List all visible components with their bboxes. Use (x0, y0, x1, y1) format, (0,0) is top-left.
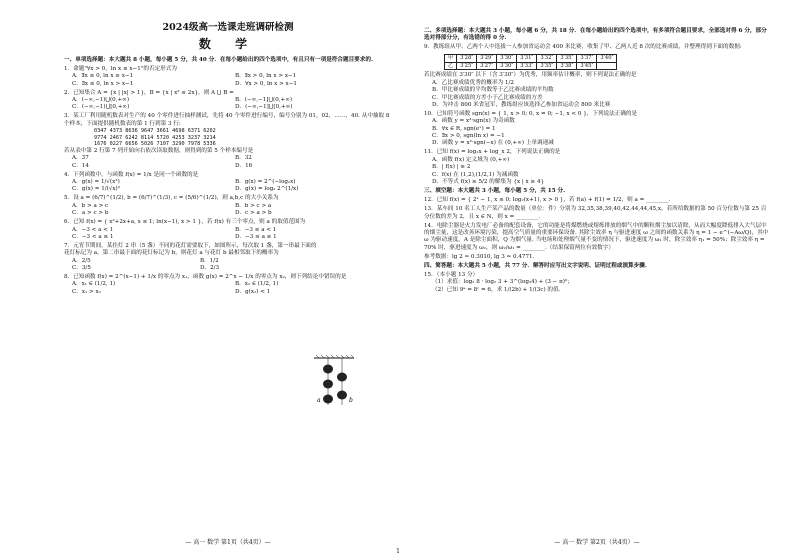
question-3-continued: 若从表中第 2 行第 7 列开始向右依次读取数据，则得到的第 5 个样本编号是 (64, 147, 254, 154)
option-a: A．x₁ ∈ (1/2, 1) (72, 281, 116, 288)
table-cell: 3′32″ (537, 54, 557, 62)
option-b: B．∀x ∈ R, sgn(eˣ) = 1 (432, 125, 496, 132)
table-cell: 3′25″ (457, 62, 477, 70)
option-d: D．∀x > 0, ln x > x−1 (235, 80, 297, 87)
page-footer-right: — 高一 数学 第2页（共4页）— (554, 539, 640, 546)
section-answer: 四、简答题：本大题共 5 小题，共 77 分．解答时应写出文字说明、证明过程或演算步骤. (424, 263, 647, 270)
lantern-figure (314, 355, 354, 415)
right-page (424, 0, 770, 560)
option-d: D．g(x₁) < 1 (235, 288, 271, 295)
option-a: A．37 (72, 155, 89, 162)
option-d: D．(−∞,−1]⋃[0,+∞) (235, 104, 293, 111)
table-cell: 3′40″ (597, 54, 617, 62)
question-9-options (424, 80, 770, 110)
table-cell: 甲 (445, 54, 457, 62)
option-a: A．2/5 (72, 257, 91, 264)
question-4-options (64, 179, 392, 194)
question-12: 12．已知 f(x) = { 2ˣ − 1, x ≤ 0; log₂(x+1), x > 0 }，若 f(a) + f(1) = 1/2，则 a = ________. (424, 197, 671, 204)
table-cell: 3′35″ (537, 62, 557, 70)
random-row: 0347 4373 8636 9647 3661 4698 6371 6202 (94, 128, 216, 135)
question-8-options (64, 281, 392, 296)
option-b: B．g(x) = 2^(−log₂x) (235, 179, 296, 186)
exam-title: 2024级高一选课走班调研检测 (162, 22, 294, 33)
option-c: C．f(x) 在 (1,2),(1/2,1) 为减函数 (432, 171, 519, 178)
option-c: C．−3 < a ≤ 1 (72, 233, 114, 240)
question-10-options (424, 118, 770, 148)
option-b: B．1/2 (200, 257, 219, 264)
option-a: A．b > a > c (72, 202, 109, 209)
question-8: 8．已知函数 f(x) = 2^(x−1) + 1/x 的零点为 x₁，函数 g(x) = 2^x − 1/x 的零点为 x₂，则下列结论中错误的是 (64, 273, 347, 280)
question-14: 14．电除尘器是火力发电厂必备的配套设备，它的功能是将煤燃烧或熔炼排放的烟气中的颗粒烟尘加以清除，从而大幅度降低排入大气层中的烟尘量，这是改善环境污染，提高空气质量的重要环保设备. 其除尘效率 η 与驱进速度 ω 之间的函数关系为 η = 1 − e^(−Aω/Q)，其中 ω 为驱动速度，A 是除尘面积，Q 为烟气量. 当电场和处理烟气量不变的情况下，驱进速度为 ω₁ 时，除尘效率 η₁ = 50%；除尘效率 η = 70% 时，驱进速度为 ω₂，则 ω₂/ω₁ = ________.（结果保留两位有效数字） (424, 222, 769, 251)
table-cell: 3′37″ (577, 54, 597, 62)
question-13: 13．某车间 10 名工人生产某产品的数量（单位：件）分别为 32,35,38,39,40,42,44,44,45,x，若所给数据的第 50 百分位数与第 25 百分位数的差为 2，且 x ∈ N，则 x = ________. (424, 206, 767, 220)
option-b: B．∃x > 0, ln x > x−1 (235, 73, 297, 80)
score-row-jia (445, 54, 617, 62)
question-11: 11．已知 f(x) = log₂x + log_x 2，下列说法正确的是 (424, 149, 561, 156)
option-b: B．(−∞,−1]⋃(0,+∞) (235, 97, 293, 104)
question-6-options (64, 227, 392, 242)
option-c: C．14 (72, 162, 89, 169)
question-2: 2．已知集合 A = {x | |x| > 1}，B = {x | x² ≤ 2x}，则 A ⋃ B = (64, 89, 234, 96)
option-d: D．不等式 f(x) ≥ 5/2 的解集为 {x | x ≥ 4} (432, 179, 545, 185)
option-b: B．x₂ ∈ (1/2, 1) (235, 281, 279, 288)
option-d: D．−3 ≤ a ≤ 1 (235, 233, 277, 240)
option-b: B．甲比赛成绩的平均数等于乙比赛成绩的平均数 (432, 87, 554, 94)
option-b: B．32 (235, 155, 252, 162)
question-2-options (64, 97, 392, 112)
option-b: B．| f(x) | ≥ 2 (432, 164, 471, 171)
option-a: A．−3 < a < 1 (72, 226, 114, 233)
option-a: A．g(x) = 1/√(x²) (72, 179, 120, 186)
table-cell: 3′30″ (497, 54, 517, 62)
option-c: C．x₁ > x₂ (72, 288, 101, 295)
option-c: C．g(x) = 1/(√x)² (72, 186, 120, 193)
option-c: C．3/5 (72, 265, 91, 272)
option-d: D．c > a > b (235, 210, 272, 217)
score-table (444, 54, 617, 71)
question-15-part-2: （2）已知 9ᵃ = 8ᶜ = 6，求 1/(2b) + 1/(3c) 的值. (432, 286, 561, 293)
option-b: B．b > c > a (235, 202, 272, 209)
option-d: D．2/3 (200, 265, 220, 272)
question-15: 15．（本小题 13 分） (424, 271, 479, 278)
option-a: A．函数 y = x³·sgn(x) 为奇函数 (432, 118, 515, 125)
option-c: C．(−∞,−1)⋃[0,+∞) (72, 104, 130, 111)
left-page (64, 0, 392, 560)
table-cell: 3′29″ (477, 54, 497, 62)
section-fill-in: 三、填空题：本大题共 3 小题，每小题 5 分，共 15 分. (424, 188, 566, 195)
table-cell: 乙 (445, 62, 457, 70)
question-7: 7．元宵节期间，某挂灯 2 串（5 盏）不同的花灯需要取下，如图所示，每次取 1 盏，第一串最下面的花灯标记为 a，第二串最下面的花灯标记为 b，则花灯 a 与花灯 b 最相邻取下的概率为 (64, 242, 317, 257)
option-d: D．为冲击 800 米省冠军，教练组应该选择乙参加省运动会 800 米比赛 (432, 101, 611, 108)
option-c: C．a > c > b (72, 210, 109, 217)
question-10: 10．已知符号函数 sgn(x) = { 1, x > 0; 0, x = 0; −1, x < 0 }，下列说法正确的是 (424, 110, 638, 117)
option-b: B．−3 ≤ a < 1 (235, 226, 277, 233)
page-footer-left: — 高一 数学 第1页（共4页）— (185, 539, 271, 546)
question-11-options (424, 157, 770, 187)
option-c: C．∃x > 0, sgn(ln x) = −1 (432, 133, 505, 140)
option-c: C．∃x ≤ 0, ln x > x−1 (72, 80, 134, 87)
option-a: A．(−∞,−1)⋃(0,+∞) (72, 97, 130, 104)
question-9: 9．教练组从甲、乙两个人中选拔一人参加省运动会 400 米比赛，收集了甲、乙两人近 8 次的比赛成绩，并整理得到下面的数据: (424, 44, 742, 51)
question-3-options (64, 155, 392, 170)
table-cell: 3′45″ (577, 62, 597, 70)
lantern-label-a: a (317, 397, 321, 404)
table-cell (597, 62, 617, 70)
question-1: 1．命题"∀x > 0，ln x ≤ x−1"的否定形式为 (64, 65, 177, 72)
question-7-options (64, 258, 392, 273)
option-a: A．函数 f(x) 定义域为 (0,+∞) (432, 156, 510, 163)
question-5: 5．设 a = (6/7)^(1/2), b = (6/7)^(1/3), c = (5/6)^(1/2)，则 a,b,c 的大小关系为 (64, 195, 279, 202)
option-c: C．甲比赛成绩的方差小于乙比赛成绩的方差 (432, 94, 543, 101)
option-a: A．乙比赛成绩优秀的概率为 1/2 (432, 79, 514, 86)
table-cell: 3′31″ (517, 54, 537, 62)
score-row-yi (445, 62, 617, 70)
table-cell: 3′33″ (517, 62, 537, 70)
question-3: 3．某工厂利用随机数表对生产的 40 个零件进行抽样测试，先将 40 个零件进行编号，编号分别为 01，02，……，40. 从中抽取 8 个样本，下面提供随机数表的第 1 行到第 3 行: (64, 113, 390, 127)
random-row: 1676 0227 6656 5026 7107 3290 7978 5336 (94, 141, 216, 148)
question-14-reference: 参考数据：lg 2 ≈ 0.3010, lg 3 ≈ 0.4771. (424, 253, 535, 260)
option-d: D．函数 y = x²·sgn(−x) 在 (0,+∞) 上单调递减 (432, 140, 554, 147)
table-cell: 3′38″ (557, 62, 577, 70)
random-number-table (64, 128, 392, 148)
table-cell: 3′35″ (557, 54, 577, 62)
lantern-label-b: b (349, 397, 353, 404)
table-cell: 3′27″ (477, 62, 497, 70)
section-multi-choice: 二、多项选择题：本大题共 3 小题，每小题 6 分，共 18 分．在每小题给出的四个选项中，有多项符合题目要求，全部选对得 6 分，部分选对得部分分，有选错的得 0 分. (424, 28, 767, 42)
question-5-options (64, 203, 392, 218)
question-15-part-1: （1）求值：log₃ 8 · log₂ 3 + 3^(log₃4) + (3 − π)⁰； (432, 279, 573, 286)
option-d: D．16 (235, 162, 253, 169)
sheet-page-number: 1 (396, 548, 400, 555)
question-1-options (64, 73, 392, 88)
option-a: A．∃x ≤ 0, ln x ≥ x−1 (72, 73, 134, 80)
table-cell: 3′28″ (457, 54, 477, 62)
random-row: 9774 2467 6242 8114 5720 4253 3237 3214 (94, 134, 216, 141)
question-9-continued: 若比赛成绩在 3′30″ 以下（含 3′30″）为优秀，用频率估计概率，则下列说法正确的是 (424, 72, 637, 79)
exam-subject: 数 学 (198, 37, 258, 51)
section-single-choice: 一、单项选择题：本大题共 8 小题，每小题 5 分，共 40 分．在每小题给出的四个选项中，有且只有一项是符合题目要求的. (64, 57, 373, 63)
table-cell: 3′30″ (497, 62, 517, 70)
question-6: 6．已知 f(x) = { x²+2x+a, x ≤ 1; ln(x−1), x > 1 }，若 f(x) 有三个零点，则 a 的取值范围为 (64, 219, 306, 226)
option-d: D．g(x) = log₂ 2^(1/x) (235, 186, 299, 193)
question-4: 4．下列函数中，与函数 f(x) = 1/x 是同一个函数的是 (64, 171, 199, 178)
question-15-parts (424, 279, 770, 294)
